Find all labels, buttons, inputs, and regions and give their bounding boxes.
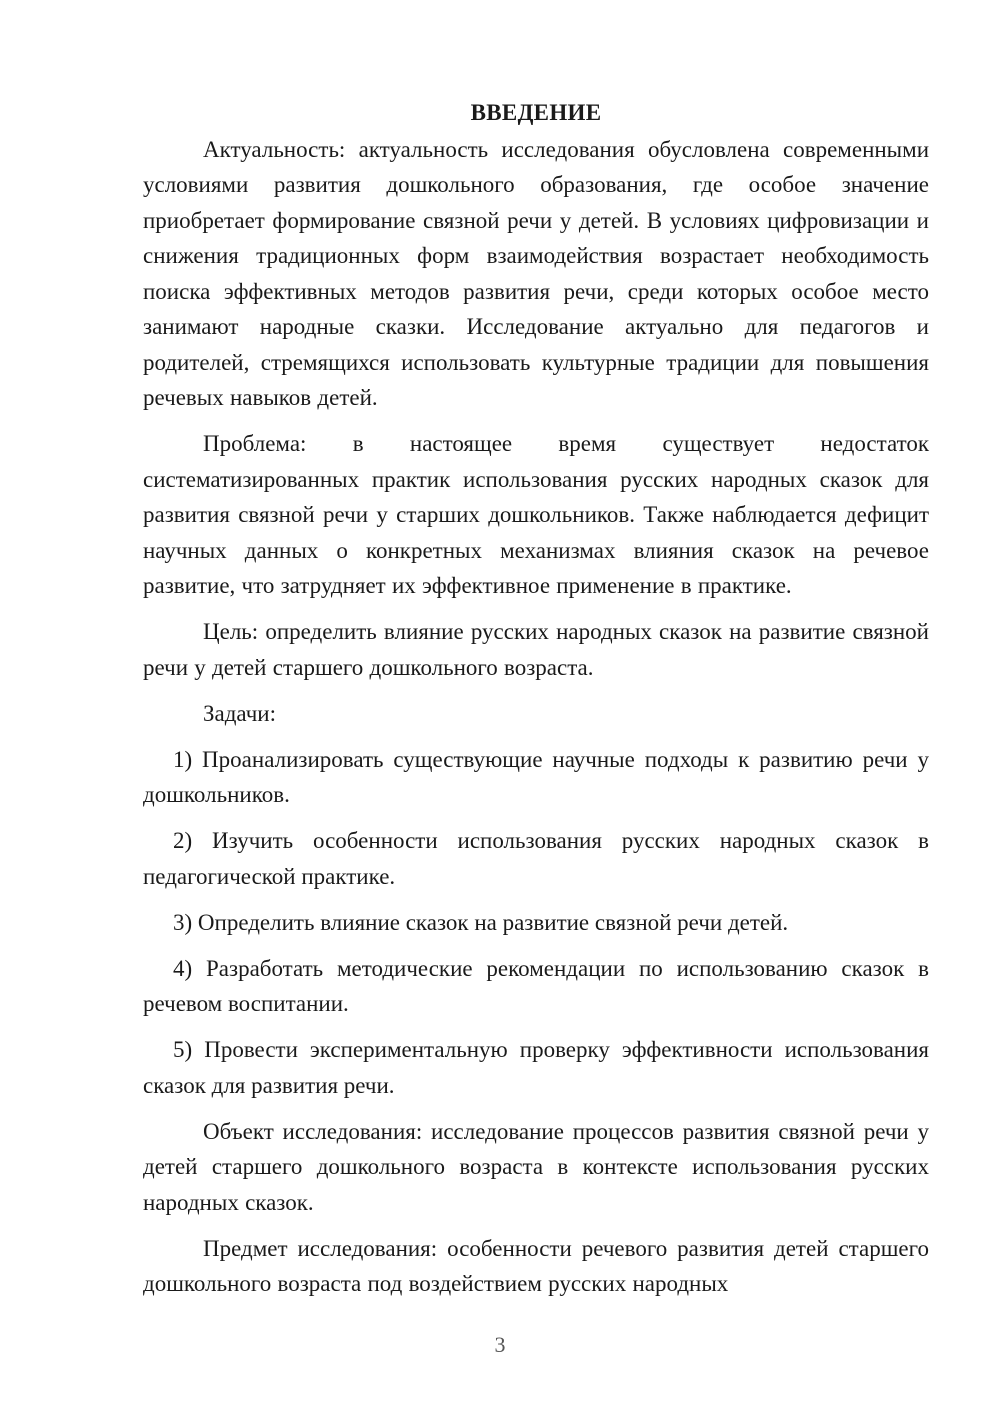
- tasks-list: [143, 742, 929, 1104]
- page-number: 3: [494, 1332, 506, 1357]
- task-item: 5) Провести экспериментальную проверку эффективности использования сказок для развития речи.: [143, 1037, 929, 1098]
- tasks-label: Задачи:: [203, 700, 276, 726]
- task-item: 1) Проанализировать существующие научные подходы к развитию речи у дошкольников.: [143, 746, 929, 807]
- task-item: 2) Изучить особенности использования русских народных сказок в педагогической практике.: [143, 828, 929, 889]
- task-item: 4) Разработать методические рекомендации по использованию сказок в речевом воспитании.: [143, 955, 929, 1016]
- section-title: ВВЕДЕНИЕ: [470, 100, 602, 125]
- subject-paragraph: Предмет исследования: особенности речевого развития детей старшего дошкольного возраста под воздействием русских народных: [143, 1235, 929, 1296]
- task-item: 3) Определить влияние сказок на развитие связной речи детей.: [173, 909, 789, 935]
- problem-paragraph: Проблема: в настоящее время существует недостаток систематизированных практик использования русских народных сказок для развития связной речи у старших дошкольников. Также наблюдается дефицит научных данных о конкретных механизмах влияния сказок на речевое развитие, что затрудняет их эффективное применение в практике.: [143, 431, 929, 598]
- page-content: [143, 95, 929, 1312]
- goal-paragraph: Цель: определить влияние русских народных сказок на развитие связной речи у детей старшего дошкольного возраста.: [143, 619, 929, 680]
- relevance-paragraph: Актуальность: актуальность исследования обусловлена современными условиями развития дошкольного образования, где особое значение приобретает формирование связной речи у детей. В условиях цифровизации и снижения традиционных форм взаимодействия возрастает необходимость поиска эффективных методов развития речи, среди которых особое место занимают народные сказки. Исследование актуально для педагогов и родителей, стремящихся использовать культурные традиции для повышения речевых навыков детей.: [143, 136, 929, 410]
- object-paragraph: Объект исследования: исследование процессов развития связной речи у детей старшего дошкольного возраста в контексте использования русских народных сказок.: [143, 1118, 929, 1215]
